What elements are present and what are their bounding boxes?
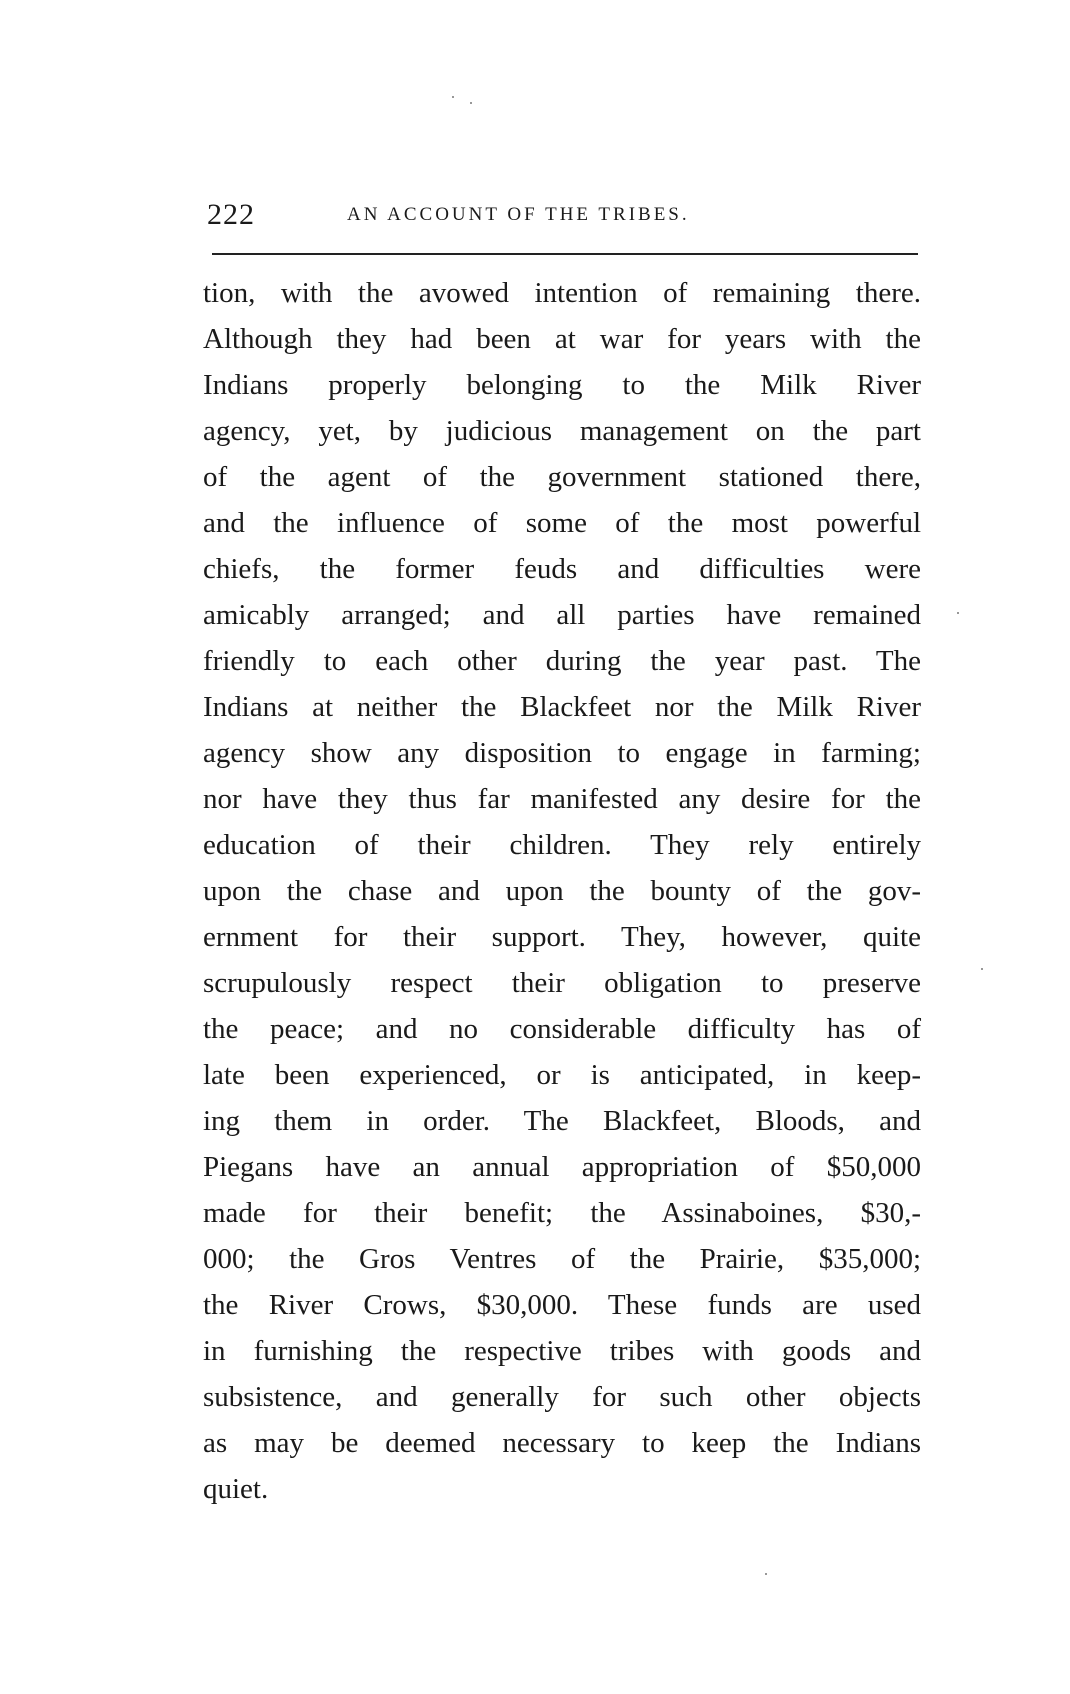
text-line: Piegans have an annual appropriation of $50,000 — [203, 1151, 921, 1183]
text-line: upon the chase and upon the bounty of the gov- — [203, 875, 921, 907]
text-line: nor have they thus far manifested any desire for the — [203, 783, 921, 815]
text-line: of the agent of the government stationed there, — [203, 461, 921, 493]
text-line: education of their children. They rely entirely — [203, 829, 921, 861]
print-speck — [452, 96, 454, 98]
text-line: tion, with the avowed intention of remaining there. — [203, 277, 921, 309]
page-header — [207, 198, 917, 234]
text-line: agency, yet, by judicious management on the part — [203, 415, 921, 447]
header-rule — [212, 253, 918, 255]
text-line: chiefs, the former feuds and difficulties were — [203, 553, 921, 585]
body-paragraph — [203, 270, 921, 1512]
text-line: ernment for their support. They, however, quite — [203, 921, 921, 953]
page-number: 222 — [207, 198, 255, 231]
text-line: in furnishing the respective tribes with goods and — [203, 1335, 921, 1367]
running-title: AN ACCOUNT OF THE TRIBES. — [347, 204, 690, 225]
print-speck — [470, 102, 472, 104]
text-line: the peace; and no considerable difficulty has of — [203, 1013, 921, 1045]
text-line: friendly to each other during the year past. The — [203, 645, 921, 677]
text-line: and the influence of some of the most powerful — [203, 507, 921, 539]
print-speck — [765, 1573, 767, 1575]
text-line: agency show any disposition to engage in farming; — [203, 737, 921, 769]
text-line: quiet. — [203, 1473, 269, 1505]
print-speck — [981, 968, 983, 970]
text-line: subsistence, and generally for such other objects — [203, 1381, 921, 1413]
text-line: 000; the Gros Ventres of the Prairie, $35,000; — [203, 1243, 921, 1275]
text-line: as may be deemed necessary to keep the Indians — [203, 1427, 921, 1459]
text-line: Indians properly belonging to the Milk River — [203, 369, 921, 401]
text-line: Indians at neither the Blackfeet nor the Milk River — [203, 691, 921, 723]
text-line: scrupulously respect their obligation to preserve — [203, 967, 921, 999]
text-line: amicably arranged; and all parties have remained — [203, 599, 921, 631]
text-line: Although they had been at war for years with the — [203, 323, 921, 355]
print-speck — [957, 612, 959, 614]
text-line: the River Crows, $30,000. These funds are used — [203, 1289, 921, 1321]
text-line: made for their benefit; the Assinaboines, $30,- — [203, 1197, 921, 1229]
text-line: late been experienced, or is anticipated, in keep- — [203, 1059, 921, 1091]
text-line: ing them in order. The Blackfeet, Bloods, and — [203, 1105, 921, 1137]
